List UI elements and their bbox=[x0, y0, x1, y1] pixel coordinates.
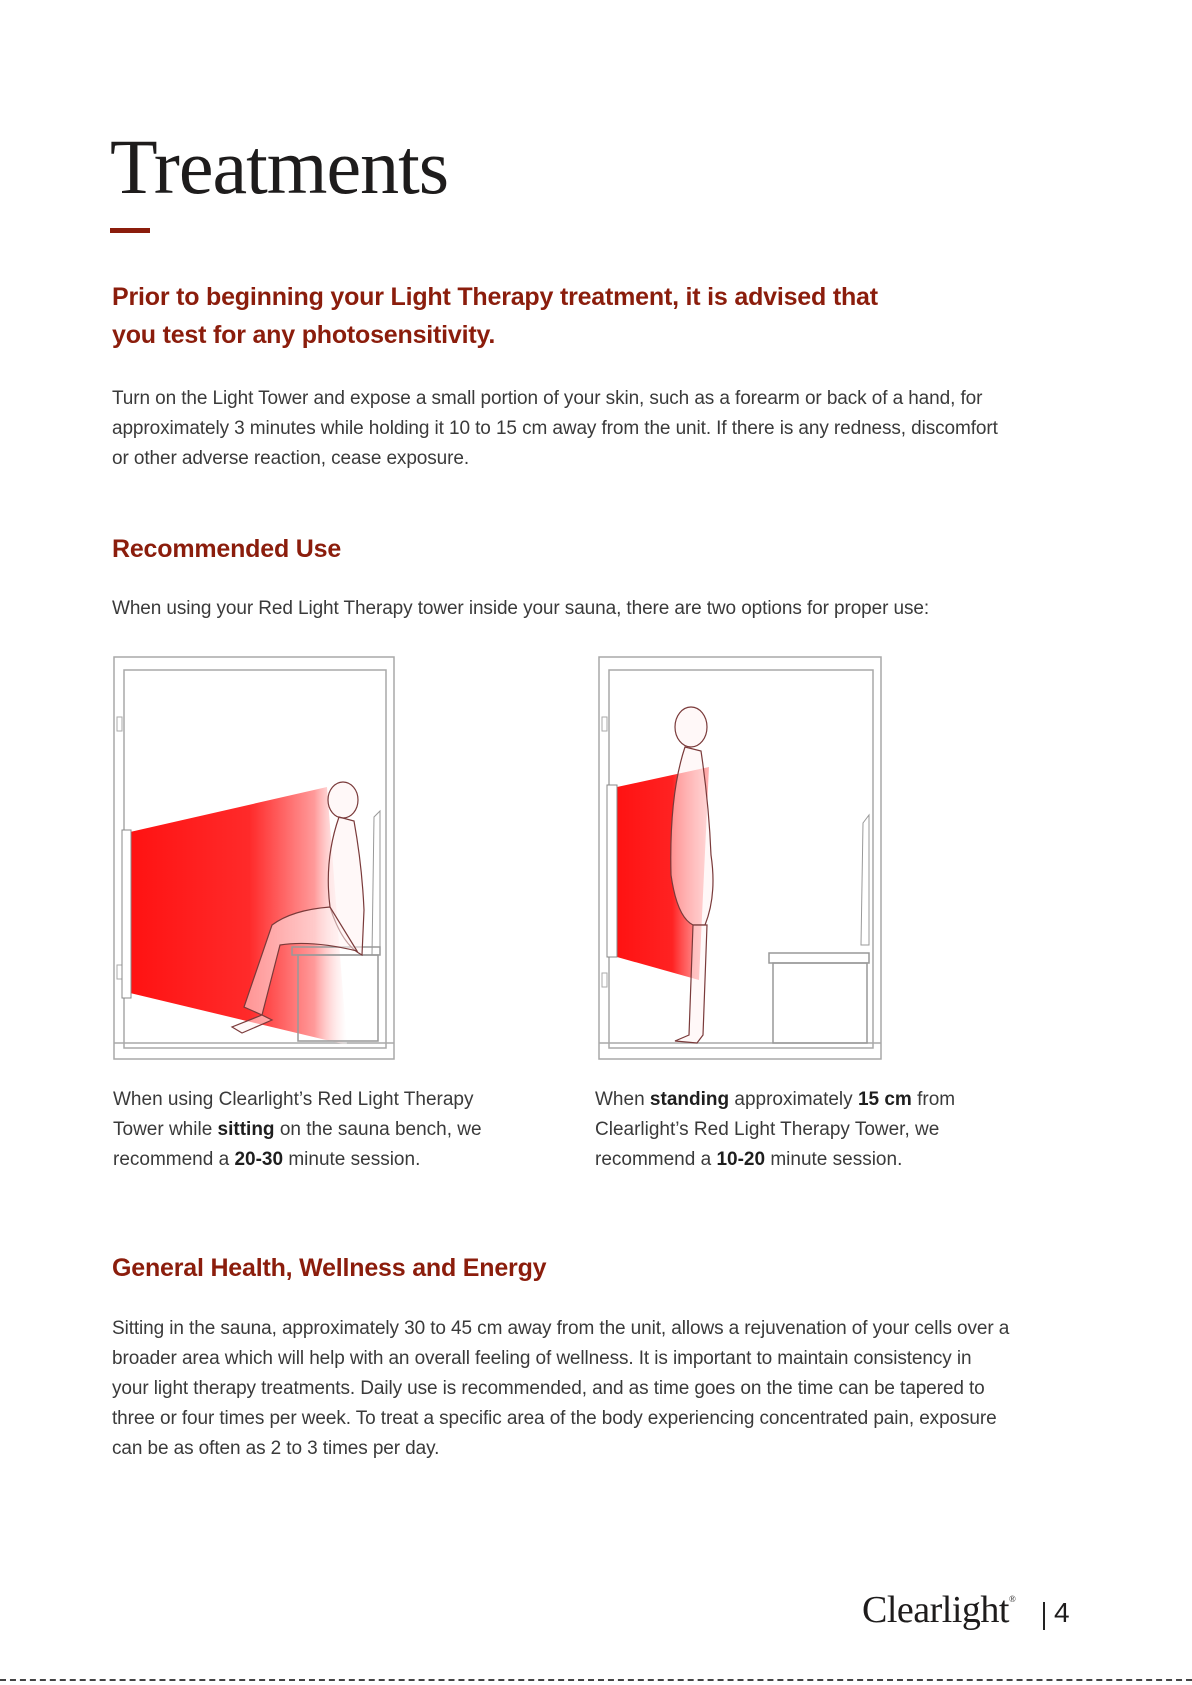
registered-mark: ® bbox=[1008, 1594, 1016, 1604]
recommended-use-intro: When using your Red Light Therapy tower inside your sauna, there are two options for proper use: bbox=[112, 598, 930, 619]
sitting-emphasis: sitting bbox=[217, 1119, 275, 1140]
standing-caption-text: recommend a bbox=[595, 1149, 717, 1170]
recommended-use-heading: Recommended Use bbox=[112, 535, 342, 563]
intro-heading-line-1: Prior to beginning your Light Therapy treatment, it is advised that bbox=[112, 283, 878, 311]
intro-heading-line-2: you test for any photosensitivity. bbox=[112, 321, 496, 349]
door-hinge bbox=[602, 973, 607, 987]
standing-person bbox=[671, 707, 713, 1043]
intro-line-2: approximately 3 minutes while holding it 10 to 15 cm away from the unit. If there is any redness, discomfort bbox=[112, 418, 998, 439]
door-hinge bbox=[117, 717, 122, 731]
page-title: Treatments bbox=[110, 123, 449, 210]
sitting-caption-text: When using Clearlight’s Red Light Therapy bbox=[113, 1089, 474, 1110]
intro-heading bbox=[112, 278, 878, 354]
light-tower-panel bbox=[122, 830, 131, 998]
sauna-bench bbox=[769, 953, 869, 1043]
light-tower-panel bbox=[607, 785, 617, 957]
sitting-caption bbox=[113, 1085, 533, 1175]
footer-separator bbox=[1043, 1602, 1045, 1630]
door-hinge bbox=[117, 965, 122, 979]
standing-emphasis: standing bbox=[649, 1089, 730, 1110]
sitting-caption-text: recommend a bbox=[113, 1149, 235, 1170]
intro-line-1: Turn on the Light Tower and expose a small portion of your skin, such as a forearm or back of a hand, for bbox=[112, 388, 983, 409]
sitting-caption-text: on the sauna bench, we bbox=[274, 1119, 482, 1140]
title-underline bbox=[110, 228, 150, 233]
standing-distance: 15 cm bbox=[857, 1089, 912, 1110]
standing-duration: 10-20 bbox=[716, 1149, 766, 1170]
standing-caption-text: Clearlight’s Red Light Therapy Tower, we bbox=[595, 1119, 940, 1140]
sitting-caption-text: Tower while bbox=[113, 1119, 218, 1140]
backrest bbox=[861, 815, 869, 945]
general-line-2: broader area which will help with an overall feeling of wellness. It is important to maintain consistency in bbox=[112, 1348, 972, 1369]
general-line-1: Sitting in the sauna, approximately 30 to 45 cm away from the unit, allows a rejuvenation of your cells over a bbox=[112, 1318, 1010, 1339]
brand-logo bbox=[862, 1588, 1015, 1632]
door-hinge bbox=[602, 717, 607, 731]
general-health-paragraph bbox=[112, 1314, 1009, 1464]
backrest bbox=[372, 811, 380, 955]
general-health-heading: General Health, Wellness and Energy bbox=[112, 1254, 547, 1282]
standing-caption-text: from bbox=[911, 1089, 956, 1110]
page-bottom-border bbox=[0, 1679, 1192, 1681]
brand-name: Clearlight bbox=[862, 1589, 1009, 1631]
standing-caption-text: minute session. bbox=[765, 1149, 903, 1170]
general-line-5: can be as often as 2 to 3 times per day. bbox=[112, 1438, 440, 1459]
page-number: 4 bbox=[1054, 1597, 1070, 1628]
intro-line-3: or other adverse reaction, cease exposure. bbox=[112, 448, 470, 469]
sitting-sauna-illustration bbox=[112, 655, 398, 1063]
standing-sauna-illustration bbox=[597, 655, 883, 1063]
general-line-3: your light therapy treatments. Daily use is recommended, and as time goes on the time can be tapered to bbox=[112, 1378, 985, 1399]
general-line-4: three or four times per week. To treat a specific area of the body experiencing concentrated pain, exposure bbox=[112, 1408, 997, 1429]
standing-caption-text: approximately bbox=[729, 1089, 858, 1110]
standing-caption bbox=[595, 1085, 1015, 1175]
sitting-caption-text: minute session. bbox=[283, 1149, 421, 1170]
standing-caption-text: When bbox=[595, 1089, 650, 1110]
intro-paragraph bbox=[112, 384, 998, 474]
sitting-duration: 20-30 bbox=[234, 1149, 284, 1170]
